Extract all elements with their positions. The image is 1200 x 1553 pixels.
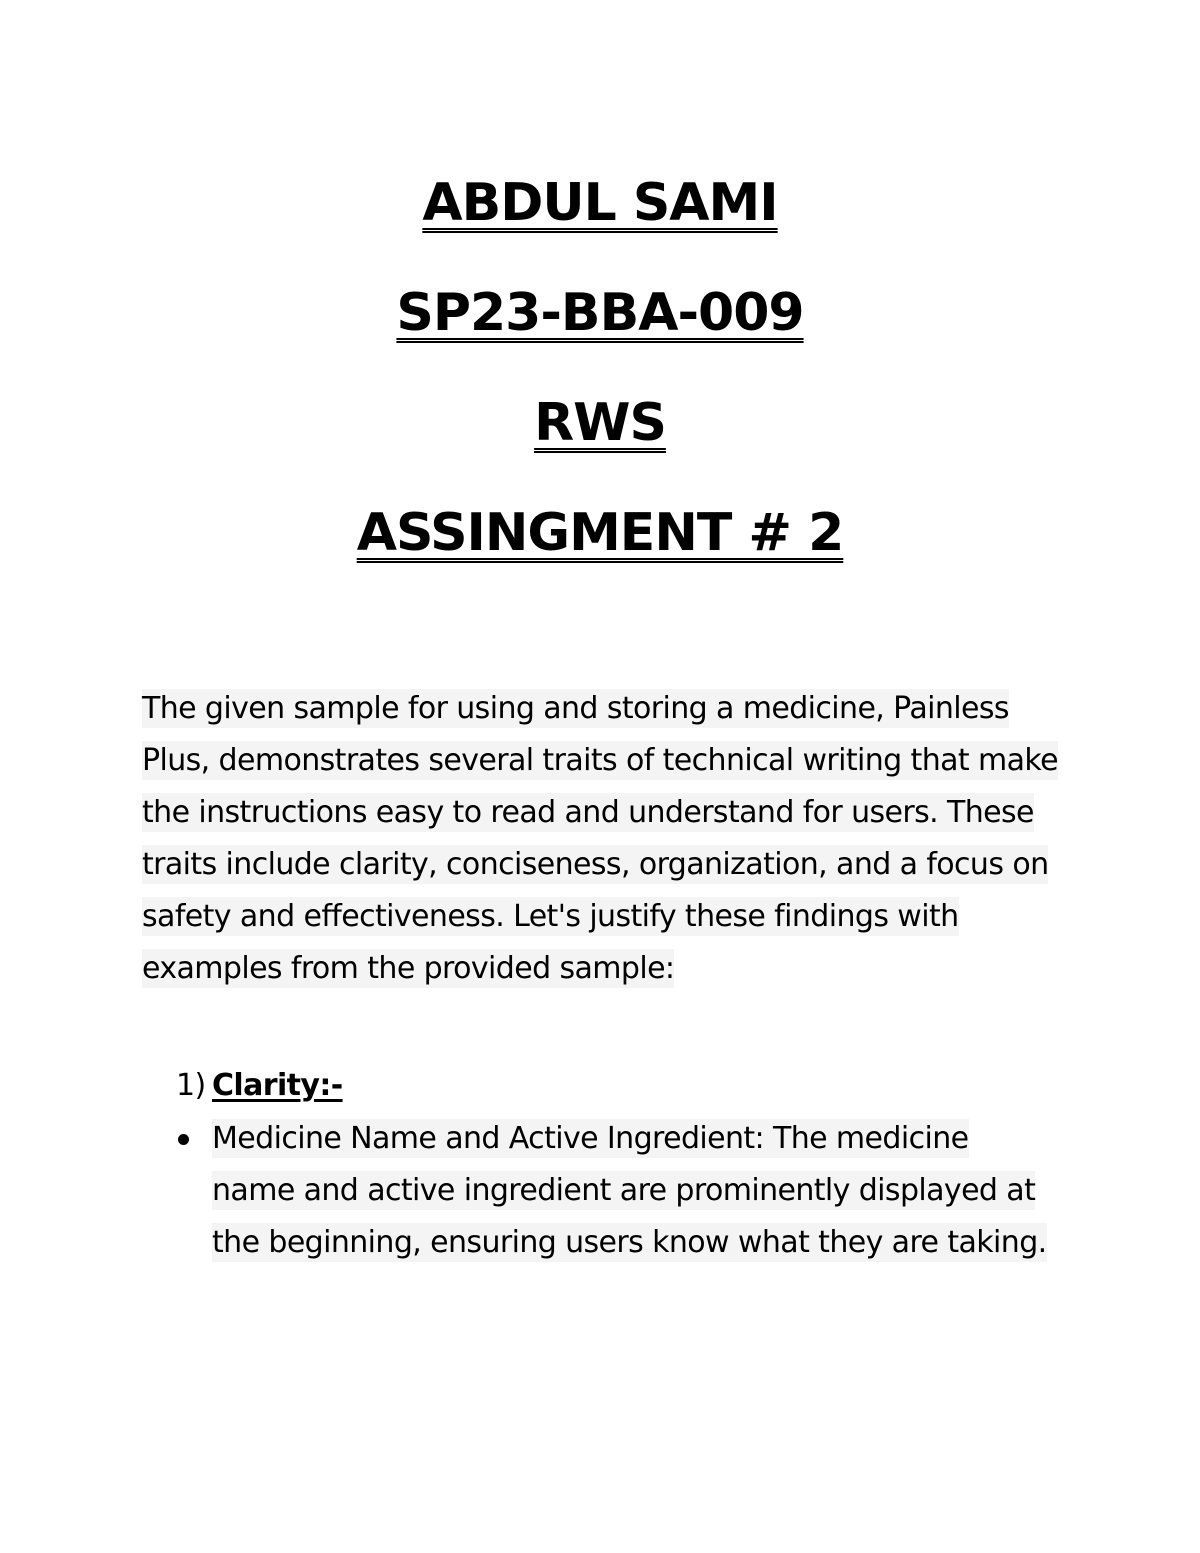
intro-paragraph <box>142 683 1062 995</box>
bullet-text: Medicine Name and Active Ingredient: The medicine name and active ingredient are prominently displayed at the beginning, ensuring users know what they are taking. <box>212 1121 1047 1260</box>
student-id: SP23-BBA-009 <box>396 283 804 343</box>
assignment-title: ASSINGMENT # 2 <box>356 503 844 563</box>
section-title: Clarity:- <box>212 1068 343 1103</box>
bullet-icon <box>176 1113 212 1165</box>
title-block <box>0 148 1200 588</box>
clarity-bullet-list <box>176 1113 1056 1269</box>
section-heading-clarity <box>176 1060 343 1112</box>
bullet-text-wrap <box>212 1113 1056 1269</box>
section-number: 1) <box>176 1068 206 1103</box>
course-code: RWS <box>534 393 666 453</box>
student-name: ABDUL SAMI <box>422 173 778 233</box>
list-item <box>176 1113 1056 1269</box>
intro-text: The given sample for using and storing a medicine, Painless Plus, demonstrates several traits of technical writing that make the instructions easy to read and understand for users. These traits include clarity, conciseness, organization, and a focus on safety and effectiveness. Let's justify these findings with examples from the provided sample: <box>142 691 1058 986</box>
